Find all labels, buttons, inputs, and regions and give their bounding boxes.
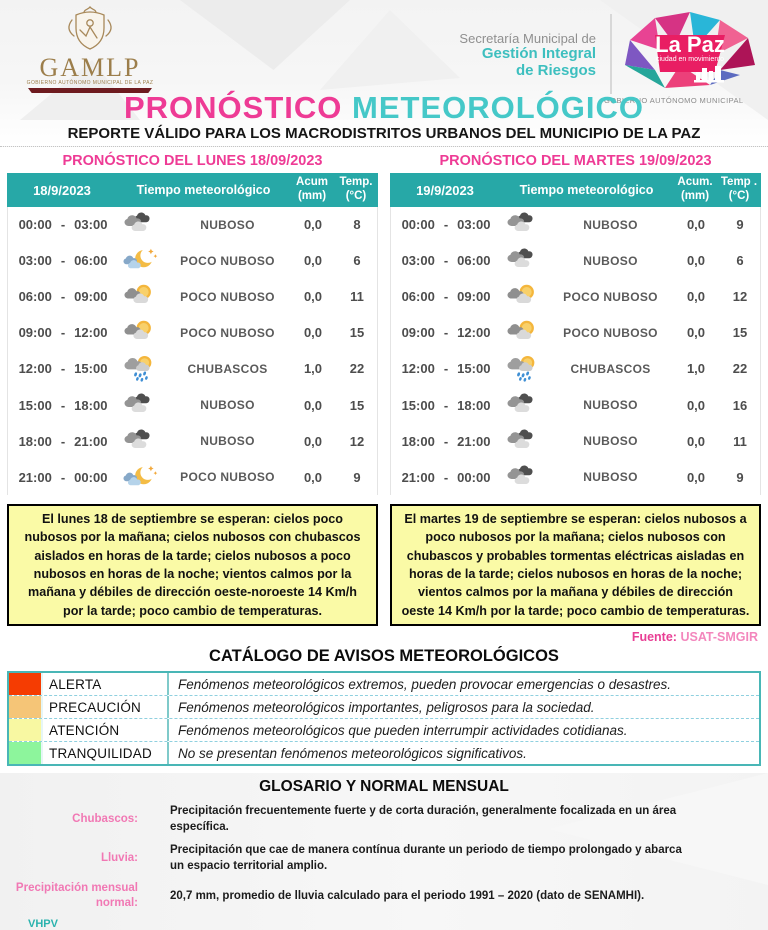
temp-value: 22 (349, 361, 365, 377)
forecast-row (391, 428, 760, 455)
forecast-summary-monday: El lunes 18 de septiembre se esperan: cielos poco nubosos por la mañana; cielos nubosos con chubascos aislados en horas de la tarde; cielos nubosos a poco nubosos en horas de la noche; vientos calmos por la mañana y débiles de dirección oeste-noroeste 14 Km/h por la tarde; poco cambio de temperaturas. (7, 504, 378, 626)
time-separator: - (443, 253, 449, 269)
weather-condition: POCO NUBOSO (563, 325, 658, 340)
lapaz-wordmark: La Paz (655, 32, 725, 57)
level-color-swatch (9, 719, 43, 741)
time-start: 21:00 (401, 469, 435, 485)
temp-value: 15 (349, 397, 365, 413)
acum-value: 0,0 (686, 325, 706, 341)
time-range (8, 325, 118, 340)
temp-value: 12 (349, 433, 365, 449)
column-header-acum (290, 176, 334, 204)
time-range (391, 289, 501, 304)
glossary-entry (0, 842, 768, 874)
glossary-entries (0, 803, 768, 911)
time-end: 00:00 (74, 469, 108, 485)
forecast-row (391, 319, 760, 346)
time-separator: - (443, 469, 449, 485)
weather-condition: NUBOSO (583, 470, 638, 485)
column-header-weather: Tiempo meteorológico (136, 183, 271, 197)
time-separator: - (60, 289, 66, 305)
time-end: 12:00 (74, 325, 108, 341)
level-description: Fenómenos meteorológicos extremos, pueden provocar emergencias o desastres. (167, 673, 759, 695)
time-start: 06:00 (18, 289, 52, 305)
weather-condition: NUBOSO (200, 398, 255, 413)
acum-value: 0,0 (303, 469, 323, 485)
temp-value: 9 (736, 469, 744, 485)
secretaria-line1: Secretaría Municipal de (459, 31, 596, 46)
time-end: 18:00 (74, 397, 108, 413)
temp-value: 16 (732, 397, 748, 413)
catalog-row (9, 673, 759, 695)
temp-value: 15 (732, 325, 748, 341)
acum-value: 0,0 (303, 217, 323, 233)
time-range (8, 361, 118, 376)
forecast-row (8, 211, 377, 238)
time-start: 15:00 (18, 397, 52, 413)
forecast-title: PRONÓSTICO DEL LUNES 18/09/2023 (62, 153, 323, 169)
moon-clouds-icon (118, 247, 164, 274)
weather-condition: NUBOSO (583, 434, 638, 449)
glossary-definition: 20,7 mm, promedio de lluvia calculado para el periodo 1991 – 2020 (dato de SENAMHI). (170, 890, 645, 903)
source-value: USAT-SMGIR (680, 630, 758, 644)
forecast-rows (390, 207, 761, 495)
time-end: 09:00 (74, 289, 108, 305)
time-end: 21:00 (74, 433, 108, 449)
gamlp-caption: GOBIERNO AUTÓNOMO MUNICIPAL DE LA PAZ (26, 80, 154, 86)
glossary-definition: Precipitación que cae de manera contínua durante un periodo de tiempo prolongado y abarca un espacio territorial amplio. (170, 844, 682, 873)
forecast-row (391, 211, 760, 238)
decorative-polygon (320, 10, 460, 90)
level-name: PRECAUCIÓN (49, 699, 142, 715)
column-header-date: 18/9/2023 (33, 182, 91, 198)
time-separator: - (60, 361, 66, 377)
lapaz-caption: GOBIERNO AUTÓNOMO MUNICIPAL (604, 96, 744, 105)
level-description: No se presentan fenómenos meteorológicos significativos. (167, 742, 759, 764)
time-start: 12:00 (401, 361, 435, 377)
glossary-section (0, 773, 768, 930)
time-start: 12:00 (18, 361, 52, 377)
weather-condition: NUBOSO (200, 434, 255, 449)
acum-value: 0,0 (303, 397, 323, 413)
warning-catalog (7, 647, 761, 766)
clouds-icon (501, 464, 547, 491)
catalog-table (7, 671, 761, 766)
time-end: 03:00 (74, 217, 108, 233)
time-end: 09:00 (457, 289, 491, 305)
forecast-row (391, 392, 760, 419)
time-range (8, 434, 118, 449)
level-color-swatch (9, 742, 43, 764)
column-header-temp (717, 176, 761, 204)
forecast-row (8, 355, 377, 383)
source-line (0, 626, 768, 644)
time-separator: - (443, 397, 449, 413)
level-color-swatch (9, 673, 43, 695)
column-header-date: 19/9/2023 (416, 182, 474, 198)
moon-clouds-icon (118, 464, 164, 491)
temp-value: 9 (353, 469, 361, 485)
time-start: 15:00 (401, 397, 435, 413)
acum-label: Acum (296, 176, 328, 189)
temp-value: 12 (732, 289, 748, 305)
weather-condition: POCO NUBOSO (180, 253, 275, 268)
lapaz-logo (620, 10, 760, 90)
forecast-tables (0, 147, 768, 626)
temp-label: Temp. (339, 176, 373, 189)
temp-value: 9 (736, 217, 744, 233)
time-end: 12:00 (457, 325, 491, 341)
weather-condition: POCO NUBOSO (180, 470, 275, 485)
acum-value: 0,0 (686, 397, 706, 413)
weather-condition: POCO NUBOSO (563, 289, 658, 304)
source-label: Fuente: (631, 630, 677, 644)
forecast-row (391, 355, 760, 383)
temp-label: Temp . (720, 176, 758, 189)
report-header (0, 0, 768, 147)
acum-value: 0,0 (303, 325, 323, 341)
sun-cloud-rain-icon (118, 355, 164, 383)
acum-value: 0,0 (303, 253, 323, 269)
temp-value: 22 (732, 361, 748, 377)
time-separator: - (60, 397, 66, 413)
catalog-row (9, 741, 759, 764)
time-separator: - (443, 289, 449, 305)
lapaz-slogan: ciudad en movimiento (655, 56, 725, 63)
catalog-title: CATÁLOGO DE AVISOS METEOROLÓGICOS (209, 647, 559, 665)
gamlp-coat-of-arms-icon (59, 4, 121, 56)
forecast-row (8, 247, 377, 274)
time-start: 21:00 (18, 469, 52, 485)
time-separator: - (443, 217, 449, 233)
time-range (391, 398, 501, 413)
time-range (391, 434, 501, 449)
sun-cloud-icon (501, 319, 547, 346)
temp-value: 11 (733, 433, 747, 449)
temp-unit: (°C) (345, 190, 367, 202)
acum-value: 0,0 (686, 217, 706, 233)
acum-value: 0,0 (303, 433, 323, 449)
temp-value: 6 (736, 253, 744, 269)
catalog-row (9, 718, 759, 741)
time-range (8, 289, 118, 304)
clouds-icon (118, 211, 164, 238)
secretaria-logo-text (459, 32, 596, 79)
time-end: 18:00 (457, 397, 491, 413)
level-color-swatch (9, 696, 43, 718)
time-separator: - (60, 469, 66, 485)
temp-value: 6 (353, 253, 361, 269)
clouds-icon (501, 392, 547, 419)
glossary-term: Chubascos: (72, 812, 138, 825)
time-range (391, 253, 501, 268)
time-range (391, 325, 501, 340)
time-separator: - (443, 361, 449, 377)
secretaria-line3: de Riesgos (515, 61, 596, 79)
glossary-term: Precipitación mensual normal: (15, 882, 138, 910)
acum-value: 1,0 (303, 361, 323, 377)
column-header-acum (673, 176, 717, 204)
time-start: 18:00 (18, 433, 52, 449)
clouds-icon (501, 247, 547, 274)
level-name: TRANQUILIDAD (49, 745, 152, 761)
time-separator: - (60, 253, 66, 269)
time-range (8, 217, 118, 232)
header-divider (610, 14, 612, 94)
time-start: 09:00 (401, 325, 435, 341)
glossary-title: GLOSARIO Y NORMAL MENSUAL (259, 778, 509, 795)
column-header-weather: Tiempo meteorológico (519, 183, 654, 197)
time-separator: - (60, 217, 66, 233)
glossary-term: Lluvia: (100, 851, 138, 864)
clouds-icon (118, 428, 164, 455)
time-range (391, 217, 501, 232)
weather-condition: POCO NUBOSO (180, 289, 275, 304)
time-range (391, 361, 501, 376)
sun-cloud-icon (118, 319, 164, 346)
forecast-row (391, 247, 760, 274)
time-start: 00:00 (18, 217, 52, 233)
page-title-part1: PRONÓSTICO (123, 90, 343, 125)
page-title-part2: METEOROLÓGICO (352, 90, 645, 125)
forecast-tuesday (390, 151, 761, 626)
time-separator: - (60, 325, 66, 341)
time-separator: - (443, 433, 449, 449)
weather-condition: NUBOSO (583, 253, 638, 268)
forecast-monday (7, 151, 378, 626)
level-description: Fenómenos meteorológicos importantes, peligrosos para la sociedad. (167, 696, 759, 718)
forecast-row (8, 428, 377, 455)
forecast-row (391, 283, 760, 310)
weather-condition: NUBOSO (583, 217, 638, 232)
time-range (8, 398, 118, 413)
decorative-polygon (180, 0, 350, 70)
author-initials: VHPV (28, 918, 58, 930)
time-range (8, 253, 118, 268)
clouds-icon (118, 392, 164, 419)
time-separator: - (443, 325, 449, 341)
forecast-rows (7, 207, 378, 495)
time-start: 09:00 (18, 325, 52, 341)
weather-condition: POCO NUBOSO (180, 325, 275, 340)
secretaria-line2: Gestión Integral (481, 45, 596, 63)
temp-unit: (°C) (728, 190, 750, 202)
acum-value: 0,0 (686, 469, 706, 485)
time-end: 15:00 (74, 361, 108, 377)
gamlp-wordmark: GAMLP (39, 53, 141, 82)
time-range (391, 470, 501, 485)
level-description: Fenómenos meteorológicos que pueden interrumpir actividades cotidianas. (167, 719, 759, 741)
time-end: 00:00 (457, 469, 491, 485)
clouds-icon (501, 211, 547, 238)
weather-condition: NUBOSO (200, 217, 255, 232)
sun-cloud-icon (501, 283, 547, 310)
time-end: 21:00 (457, 433, 491, 449)
level-name: ALERTA (49, 676, 102, 692)
sun-cloud-rain-icon (501, 355, 547, 383)
temp-value: 8 (353, 217, 361, 233)
gamlp-logo (26, 4, 154, 93)
acum-value: 0,0 (303, 289, 323, 305)
acum-value: 0,0 (686, 253, 706, 269)
acum-unit: (mm) (680, 190, 710, 202)
weather-condition: CHUBASCOS (187, 361, 268, 376)
weather-condition: CHUBASCOS (570, 361, 651, 376)
report-subtitle: REPORTE VÁLIDO PARA LOS MACRODISTRITOS URBANOS DEL MUNICIPIO DE LA PAZ (67, 125, 701, 142)
sun-cloud-icon (118, 283, 164, 310)
time-start: 00:00 (401, 217, 435, 233)
forecast-summary-tuesday: El martes 19 de septiembre se esperan: cielos nubosos a poco nubosos por la mañana; cielos nubosos con chubascos y probables tormentas eléctricas aisladas en horas de la tarde; cielos nubosos en horas de la noche; vientos calmos por la mañana y débiles de dirección oeste 14 Km/h por la tarde; poco cambio de temperaturas. (390, 504, 761, 626)
weather-condition: NUBOSO (583, 398, 638, 413)
time-start: 03:00 (401, 253, 435, 269)
acum-unit: (mm) (297, 190, 327, 202)
forecast-row (8, 392, 377, 419)
column-header-temp (334, 176, 378, 204)
forecast-row (8, 319, 377, 346)
forecast-header-row (390, 173, 761, 207)
time-start: 06:00 (401, 289, 435, 305)
level-name: ATENCIÓN (49, 722, 120, 738)
glossary-definition: Precipitación frecuentemente fuerte y de corta duración, generalmente focalizada en un área específica. (170, 805, 677, 834)
glossary-entry (0, 881, 768, 911)
time-separator: - (60, 433, 66, 449)
forecast-row (8, 464, 377, 491)
time-end: 15:00 (457, 361, 491, 377)
clouds-icon (501, 428, 547, 455)
forecast-title: PRONÓSTICO DEL MARTES 19/09/2023 (439, 153, 712, 169)
acum-label: Acum. (677, 176, 713, 189)
temp-value: 11 (350, 289, 364, 305)
time-start: 03:00 (18, 253, 52, 269)
forecast-header-row (7, 173, 378, 207)
page-title (0, 92, 768, 124)
time-range (8, 470, 118, 485)
time-end: 03:00 (457, 217, 491, 233)
catalog-row (9, 695, 759, 718)
time-end: 06:00 (457, 253, 491, 269)
glossary-entry (0, 803, 768, 835)
time-start: 18:00 (401, 433, 435, 449)
acum-value: 1,0 (686, 361, 706, 377)
time-end: 06:00 (74, 253, 108, 269)
temp-value: 15 (349, 325, 365, 341)
acum-value: 0,0 (686, 289, 706, 305)
forecast-row (8, 283, 377, 310)
forecast-row (391, 464, 760, 491)
acum-value: 0,0 (686, 433, 706, 449)
